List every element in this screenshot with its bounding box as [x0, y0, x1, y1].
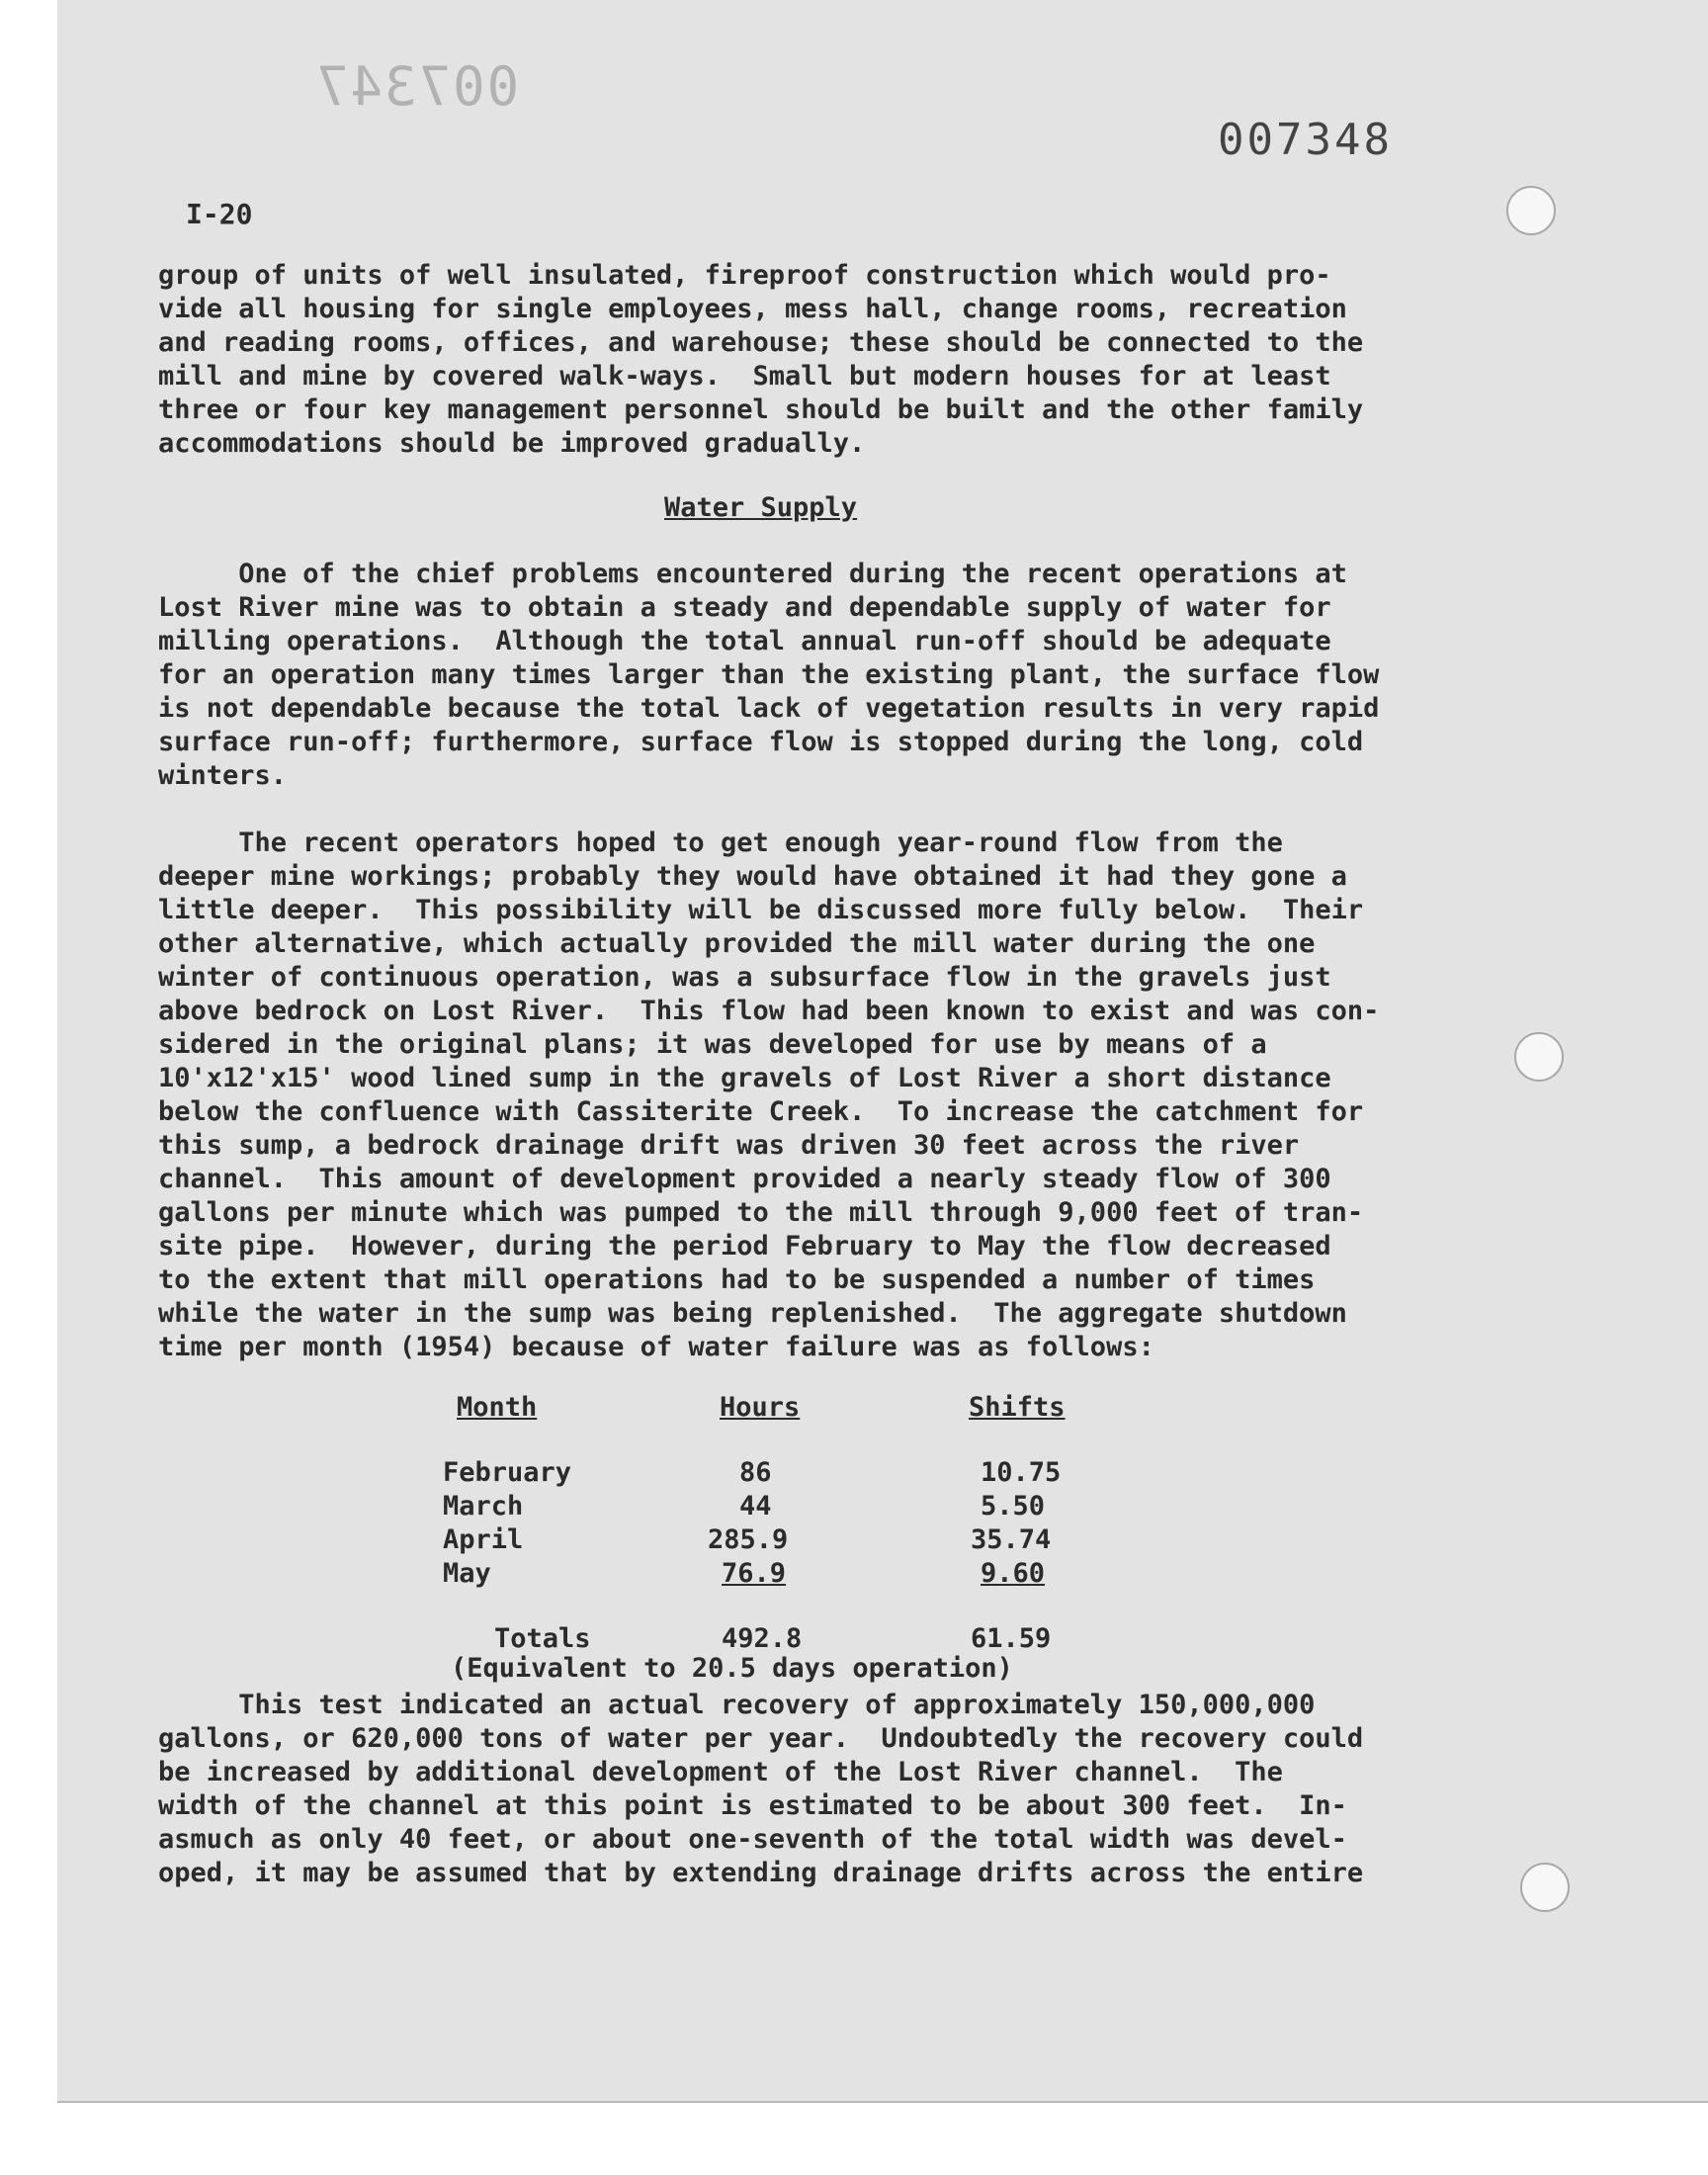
body-text-line: One of the chief problems encountered during the recent operations at [158, 559, 1347, 589]
body-text-line: time per month (1954) because of water failure was as follows: [158, 1332, 1154, 1362]
body-text-line: three or four key management personnel should be built and the other family [158, 394, 1364, 425]
table-cell-shifts: 35.74 [971, 1524, 1052, 1555]
body-text-line: This test indicated an actual recovery of approximately 150,000,000 [158, 1690, 1316, 1720]
table-cell-month: February [443, 1457, 572, 1488]
page-identifier: I-20 [186, 198, 253, 230]
table-cell-hours: 285.9 [708, 1524, 789, 1555]
table-totals-shifts: 61.59 [971, 1623, 1052, 1654]
table-cell-hours: 44 [739, 1491, 772, 1522]
body-text-line: channel. This amount of development provided a nearly steady flow of 300 [158, 1164, 1331, 1194]
body-text-line: vide all housing for single employees, mess hall, change rooms, recreation [158, 294, 1347, 324]
table-header-month: Month [457, 1392, 538, 1423]
body-text-line: to the extent that mill operations had to be suspended a number of times [158, 1264, 1316, 1295]
body-text-line: for an operation many times larger than the existing plant, the surface flow [158, 659, 1380, 690]
body-text-line: milling operations. Although the total annual run-off should be adequate [158, 626, 1331, 656]
table-totals-hours: 492.8 [722, 1623, 803, 1654]
body-text-line: gallons, or 620,000 tons of water per year. Undoubtedly the recovery could [158, 1723, 1364, 1754]
table-cell-shifts: 9.60 [981, 1558, 1046, 1589]
body-text-line: is not dependable because the total lack of vegetation results in very rapid [158, 693, 1380, 724]
body-text-line: other alternative, which actually provided the mill water during the one [158, 928, 1316, 959]
body-text-line: below the confluence with Cassiterite Creek. To increase the catchment for [158, 1096, 1364, 1127]
body-text-line: width of the channel at this point is estimated to be about 300 feet. In- [158, 1790, 1347, 1821]
body-text-line: above bedrock on Lost River. This flow had been known to exist and was con- [158, 996, 1380, 1026]
body-text-line: little deeper. This possibility will be discussed more fully below. Their [158, 895, 1364, 925]
body-text-line: sidered in the original plans; it was developed for use by means of a [158, 1029, 1267, 1060]
body-text-line: site pipe. However, during the period February to May the flow decreased [158, 1231, 1331, 1262]
table-cell-month: March [443, 1491, 524, 1522]
punch-hole-middle [1514, 1032, 1564, 1082]
mirrored-stamp-number: 007347 [314, 55, 520, 118]
body-text-line: this sump, a bedrock drainage drift was driven 30 feet across the river [158, 1130, 1300, 1161]
table-header-hours: Hours [720, 1392, 801, 1423]
punch-hole-top [1506, 186, 1556, 235]
body-text-line: asmuch as only 40 feet, or about one-seventh of the total width was devel- [158, 1824, 1347, 1855]
body-text-line: winter of continuous operation, was a subsurface flow in the gravels just [158, 962, 1331, 993]
table-equivalent-note: (Equivalent to 20.5 days operation) [451, 1653, 1013, 1684]
table-cell-month: May [443, 1558, 491, 1589]
table-cell-hours: 76.9 [722, 1558, 787, 1589]
body-text-line: deeper mine workings; probably they would have obtained it had they gone a [158, 861, 1347, 892]
table-totals-label: Totals [494, 1623, 591, 1654]
body-text-line: be increased by additional development of the Lost River channel. The [158, 1757, 1283, 1787]
body-text-line: group of units of well insulated, fireproof construction which would pro- [158, 260, 1331, 291]
document-number: 007348 [1218, 115, 1393, 165]
body-text-line: accommodations should be improved gradually. [158, 428, 866, 459]
body-text-line: Lost River mine was to obtain a steady and dependable supply of water for [158, 592, 1331, 623]
table-cell-month: April [443, 1524, 524, 1555]
body-text-line: oped, it may be assumed that by extending drainage drifts across the entire [158, 1858, 1364, 1888]
body-text-line: gallons per minute which was pumped to the mill through 9,000 feet of tran- [158, 1197, 1364, 1228]
body-text-line: The recent operators hoped to get enough year-round flow from the [158, 827, 1283, 858]
table-cell-hours: 86 [739, 1457, 772, 1488]
body-text-line: mill and mine by covered walk-ways. Small but modern houses for at least [158, 361, 1331, 392]
body-text-line: 10'x12'x15' wood lined sump in the gravels of Lost River a short distance [158, 1063, 1331, 1093]
body-text-line: and reading rooms, offices, and warehouse; these should be connected to the [158, 327, 1364, 358]
table-header-shifts: Shifts [969, 1392, 1066, 1423]
table-cell-shifts: 10.75 [981, 1457, 1062, 1488]
body-text-line: surface run-off; furthermore, surface flow is stopped during the long, cold [158, 727, 1364, 757]
body-text-line: winters. [158, 760, 288, 791]
punch-hole-bottom [1520, 1863, 1570, 1912]
section-heading: Water Supply [664, 492, 858, 523]
table-cell-shifts: 5.50 [981, 1491, 1046, 1522]
body-text-line: while the water in the sump was being replenished. The aggregate shutdown [158, 1298, 1347, 1329]
